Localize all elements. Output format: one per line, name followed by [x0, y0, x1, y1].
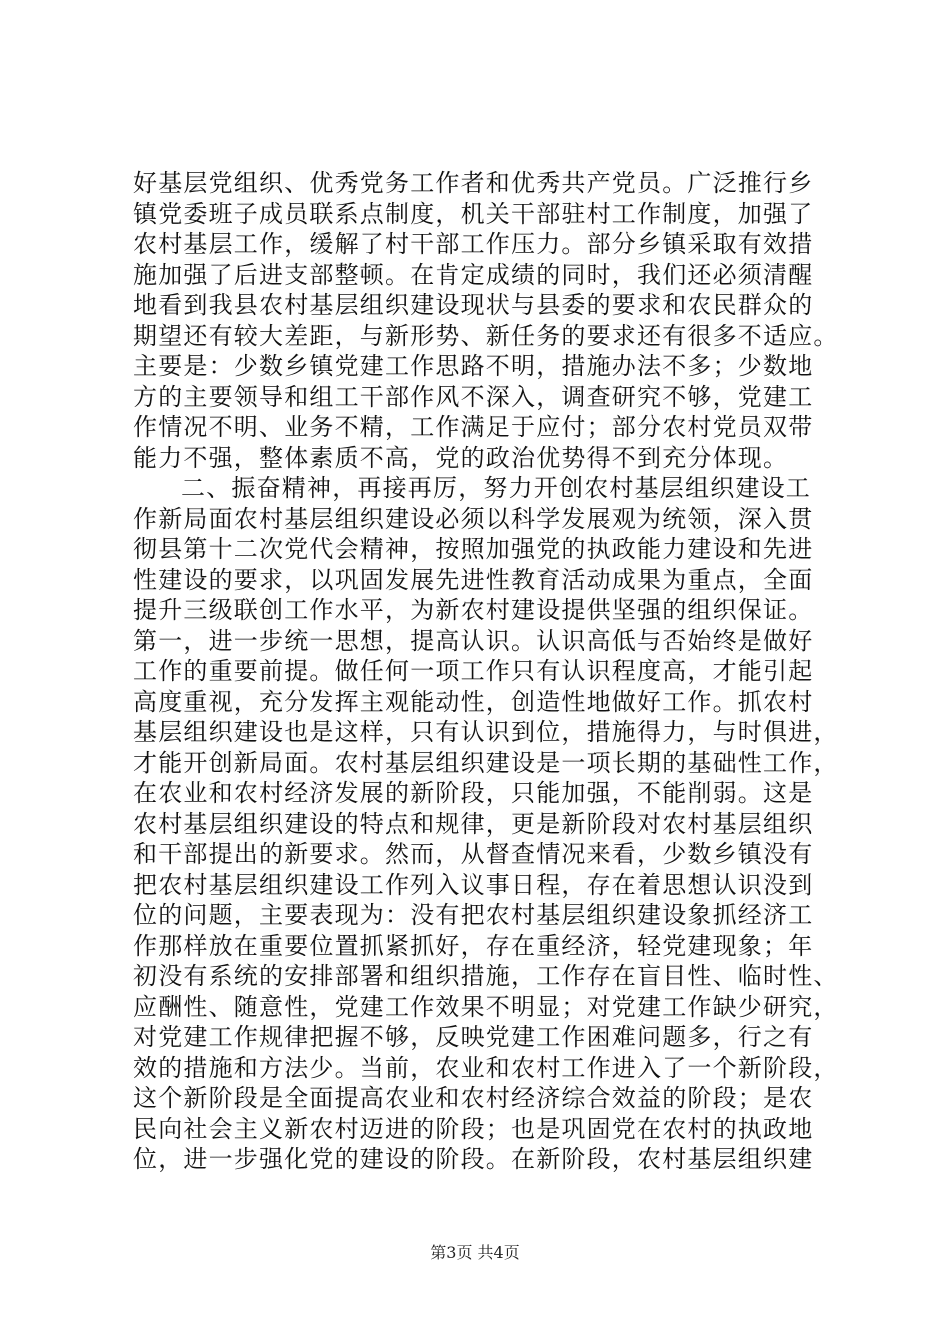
- text-line: 才能开创新局面。农村基层组织建设是一项长期的基础性工作，: [133, 748, 839, 777]
- text-line: 能力不强，整体素质不高，党的政治优势得不到充分体现。: [133, 443, 789, 472]
- text-line: 主要是：少数乡镇党建工作思路不明，措施办法不多；少数地: [133, 352, 814, 380]
- text-line: 作新局面农村基层组织建设必须以科学发展观为统领，深入贯: [133, 504, 814, 533]
- text-line: 民向社会主义新农村迈进的阶段；也是巩固党在农村的执政地: [133, 1114, 814, 1143]
- text-line: 在农业和农村经济发展的新阶段，只能加强，不能削弱。这是: [133, 779, 814, 807]
- page-number-footer: 第3页 共4页: [430, 1243, 520, 1262]
- text-line: 农村基层工作，缓解了村干部工作压力。部分乡镇采取有效措: [133, 230, 814, 258]
- text-line: 对党建工作规律把握不够，反映党建工作困难问题多，行之有: [133, 1023, 814, 1051]
- text-line: 基层组织建设也是这样，只有认识到位，措施得力，与时俱进，: [133, 718, 839, 746]
- text-line: 好基层党组织、优秀党务工作者和优秀共产党员。广泛推行乡: [133, 169, 814, 197]
- text-line: 地看到我县农村基层组织建设现状与县委的要求和农民群众的: [133, 291, 814, 319]
- text-line: 这个新阶段是全面提高农业和农村经济综合效益的阶段；是农: [133, 1084, 814, 1112]
- text-line: 方的主要领导和组工干部作风不深入，调查研究不够，党建工: [133, 382, 814, 411]
- text-line: 和干部提出的新要求。然而，从督查情况来看，少数乡镇没有: [133, 840, 814, 868]
- text-line: 效的措施和方法少。当前，农业和农村工作进入了一个新阶段，: [133, 1053, 839, 1082]
- text-line: 彻县第十二次党代会精神，按照加强党的执政能力建设和先进: [133, 535, 814, 563]
- text-line: 高度重视，充分发挥主观能动性，创造性地做好工作。抓农村: [133, 687, 814, 716]
- text-line: 位的问题，主要表现为：没有把农村基层组织建设象抓经济工: [133, 901, 814, 929]
- text-line: 位，进一步强化党的建设的阶段。在新阶段，农村基层组织建: [133, 1145, 814, 1173]
- text-line: 施加强了后进支部整顿。在肯定成绩的同时，我们还必须清醒: [133, 260, 814, 289]
- text-line: 把农村基层组织建设工作列入议事日程，存在着思想认识没到: [133, 870, 814, 899]
- body-text: [133, 168, 839, 1175]
- section-heading-line: 二、振奋精神，再接再厉，努力开创农村基层组织建设工: [181, 474, 811, 502]
- text-line: 作那样放在重要位置抓紧抓好，存在重经济，轻党建现象；年: [133, 931, 814, 960]
- text-line: 农村基层组织建设的特点和规律，更是新阶段对农村基层组织: [133, 809, 814, 838]
- text-line: 工作的重要前提。做任何一项工作只有认识程度高，才能引起: [133, 657, 814, 685]
- text-line: 第一，进一步统一思想，提高认识。认识高低与否始终是做好: [133, 626, 814, 655]
- text-line: 镇党委班子成员联系点制度，机关干部驻村工作制度，加强了: [133, 199, 814, 228]
- text-line: 作情况不明、业务不精，工作满足于应付；部分农村党员双带: [133, 413, 814, 441]
- text-line: 期望还有较大差距，与新形势、新任务的要求还有很多不适应。: [133, 321, 839, 350]
- text-line: 应酬性、随意性，党建工作效果不明显；对党建工作缺少研究，: [133, 992, 839, 1021]
- text-line: 初没有系统的安排部署和组织措施，工作存在盲目性、临时性、: [133, 962, 839, 990]
- text-line: 提升三级联创工作水平，为新农村建设提供坚强的组织保证。: [133, 596, 814, 624]
- text-line: 性建设的要求，以巩固发展先进性教育活动成果为重点，全面: [133, 565, 814, 594]
